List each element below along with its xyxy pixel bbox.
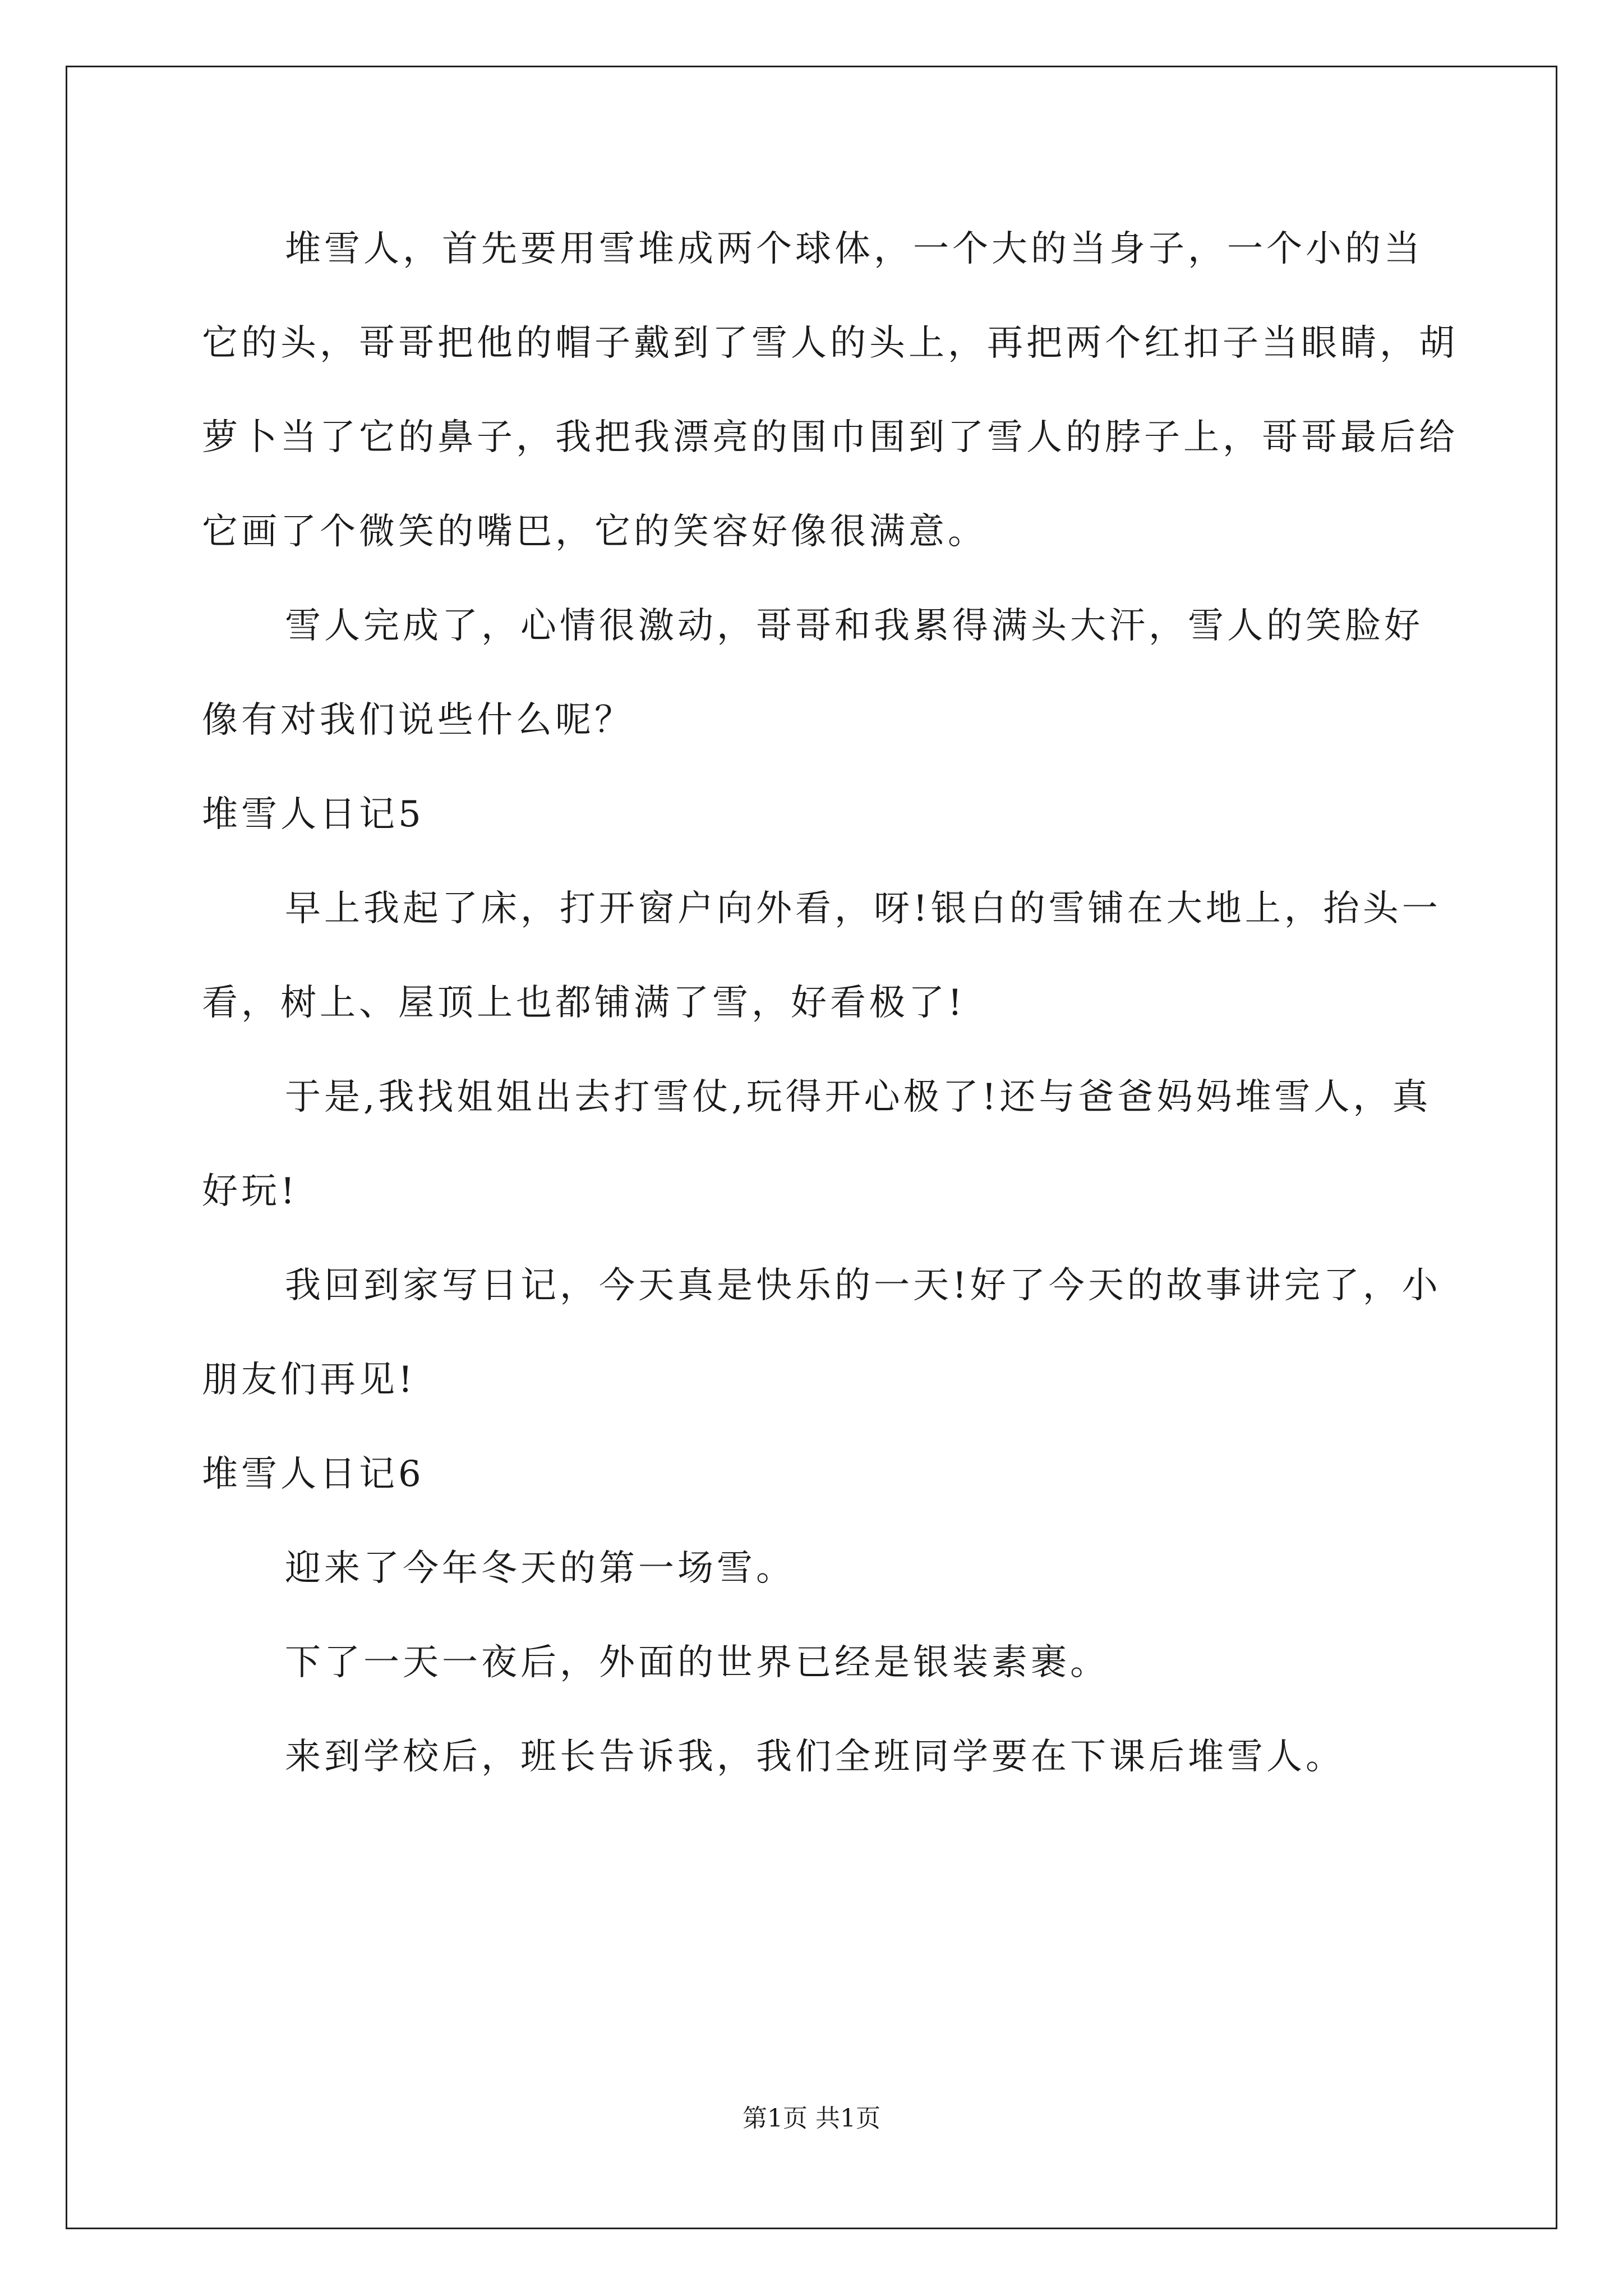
paragraph: 下了一天一夜后，外面的世界已经是银装素裹。 bbox=[285, 1642, 1109, 1683]
section-heading: 堆雪人日记5 bbox=[202, 794, 425, 835]
paragraph: 于是,我找姐姐出去打雪仗,玩得开心极了!还与爸爸妈妈堆雪人，真好玩! bbox=[202, 1076, 1432, 1212]
document-body bbox=[202, 202, 1458, 1804]
paragraph: 堆雪人，首先要用雪堆成两个球体，一个大的当身子，一个小的当它的头，哥哥把他的帽子戴到了雪人的头上，再把两个红扣子当眼睛，胡萝卜当了它的鼻子，我把我漂亮的围巾围到了雪人的脖子上，哥哥最后给它画了个微笑的嘴巴，它的笑容好像很满意。 bbox=[202, 228, 1458, 553]
paragraph: 我回到家写日记，今天真是快乐的一天!好了今天的故事讲完了，小朋友们再见! bbox=[202, 1265, 1441, 1401]
page-footer: 第1页 共1页 bbox=[743, 2104, 880, 2133]
paragraph: 迎来了今年冬天的第一场雪。 bbox=[285, 1548, 795, 1589]
paragraph: 早上我起了床，打开窗户向外看，呀!银白的雪铺在大地上，抬头一看，树上、屋顶上也都铺满了雪，好看极了! bbox=[202, 888, 1441, 1024]
section-heading: 堆雪人日记6 bbox=[202, 1453, 425, 1495]
paragraph: 雪人完成了，心情很激动，哥哥和我累得满头大汗，雪人的笑脸好像有对我们说些什么呢？ bbox=[202, 605, 1423, 741]
paragraph: 来到学校后，班长告诉我，我们全班同学要在下课后堆雪人。 bbox=[285, 1736, 1345, 1778]
